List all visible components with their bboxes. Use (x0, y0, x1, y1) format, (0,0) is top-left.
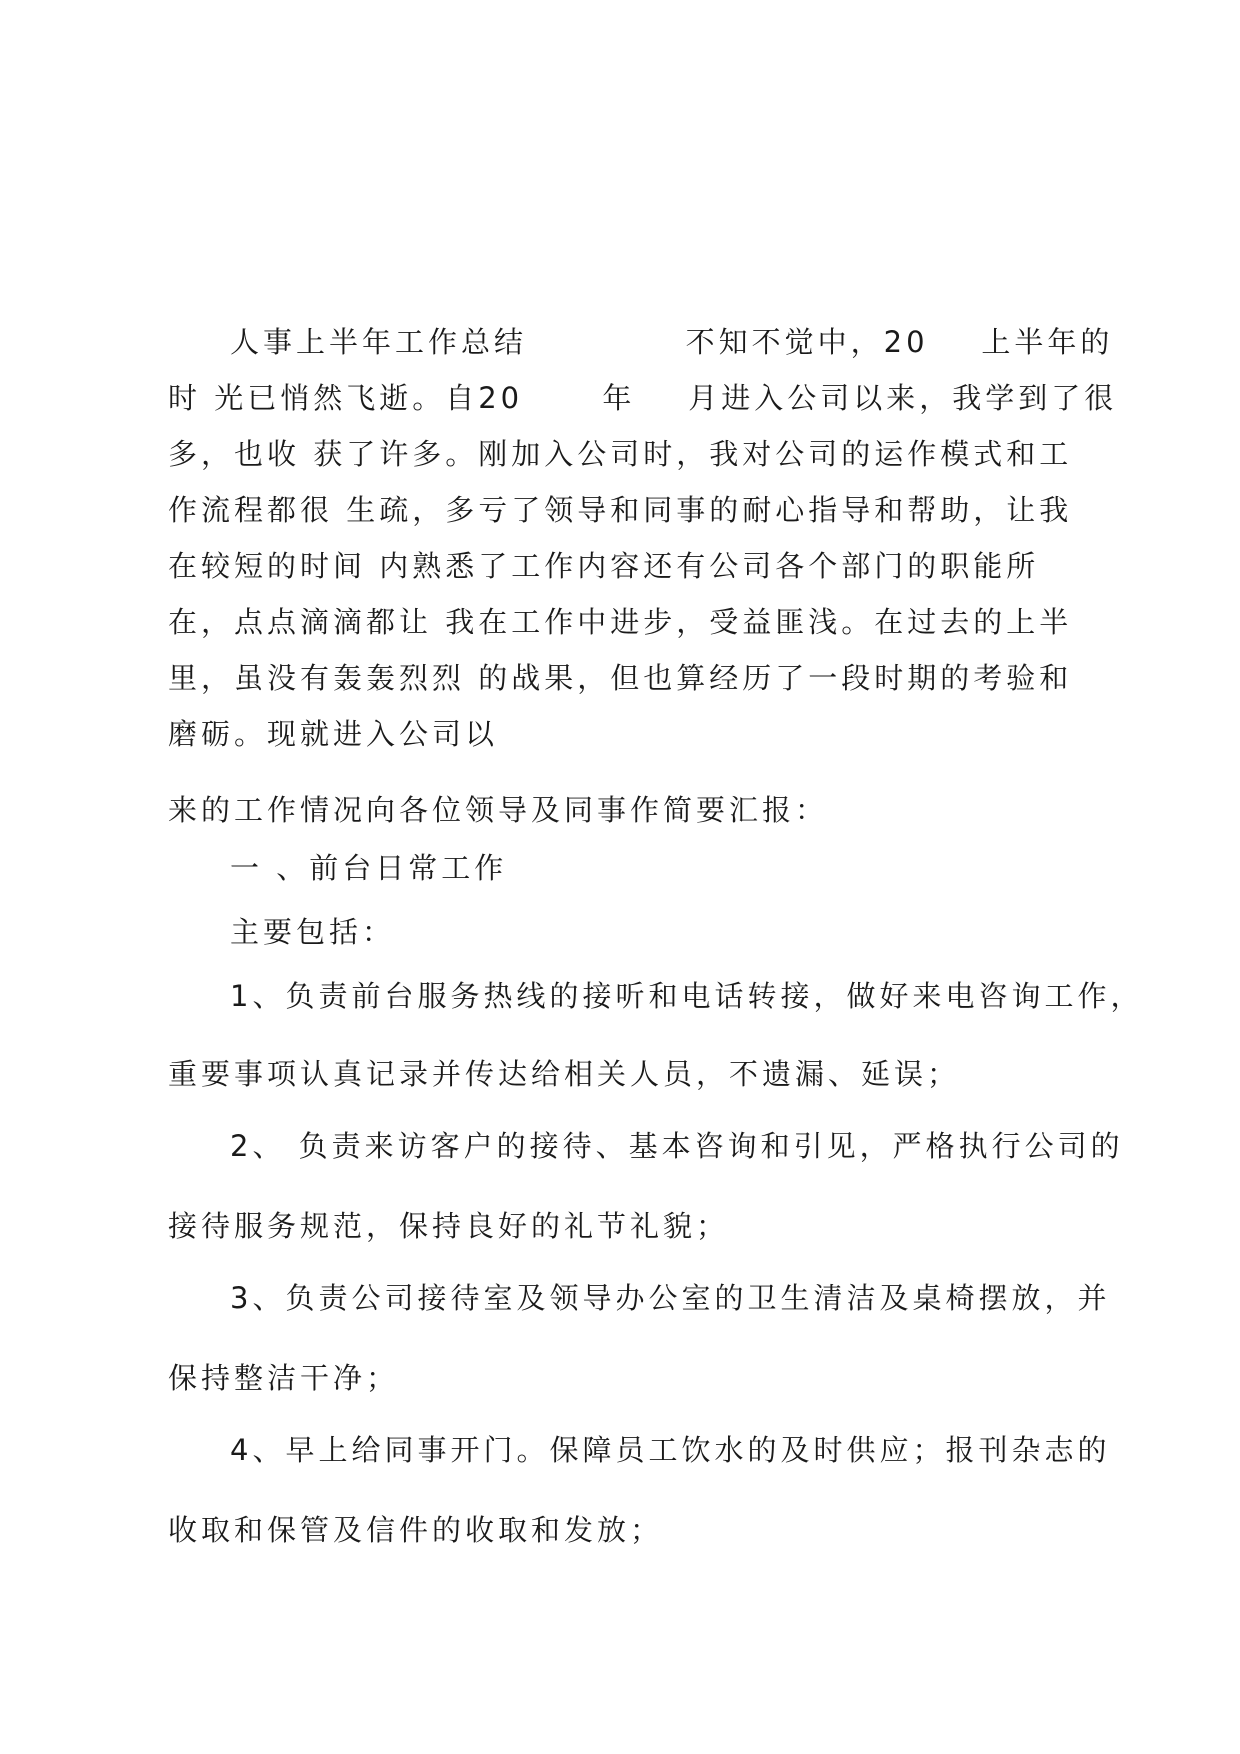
list-item-4: 4、早上给同事开门。保障员工饮水的及时供应；报刊杂志的 (230, 1433, 1111, 1467)
section-heading: 一 、前台日常工作 (230, 851, 508, 885)
paragraph-line: 主要包括： (230, 915, 396, 949)
list-item-1-continuation: 重要事项认真记录并传达给相关人员，不遗漏、延误； (168, 1057, 961, 1091)
list-item-2: 2、 负责来访客户的接待、基本咨询和引见，严格执行公司的 (230, 1129, 1124, 1163)
paragraph-line: 时 光已悄然飞逝。自20 年 月进入公司以来，我学到了很 (168, 381, 1118, 415)
list-item-4-continuation: 收取和保管及信件的收取和发放； (168, 1513, 664, 1547)
list-item-3-continuation: 保持整洁干净； (168, 1361, 400, 1395)
paragraph-line: 来的工作情况向各位领导及同事作简要汇报： (168, 793, 829, 827)
list-item-1: 1、负责前台服务热线的接听和电话转接，做好来电咨询工作， (230, 979, 1144, 1013)
paragraph-line: 多，也收 获了许多。刚加入公司时，我对公司的运作模式和工 (168, 437, 1073, 471)
paragraph-line: 在较短的时间 内熟悉了工作内容还有公司各个部门的职能所 (168, 549, 1040, 583)
list-item-2-continuation: 接待服务规范，保持良好的礼节礼貌； (168, 1209, 730, 1243)
paragraph-line: 作流程都很 生疏，多亏了领导和同事的耐心指导和帮助，让我 (168, 493, 1073, 527)
list-item-3: 3、负责公司接待室及领导办公室的卫生清洁及桌椅摆放，并 (230, 1281, 1111, 1315)
paragraph-line: 在，点点滴滴都让 我在工作中进步，受益匪浅。在过去的上半 (168, 605, 1073, 639)
paragraph-line: 磨砺。现就进入公司以 (168, 717, 499, 751)
paragraph-line: 里，虽没有轰轰烈烈 的战果，但也算经历了一段时期的考验和 (168, 661, 1073, 695)
title-line: 人事上半年工作总结 不知不觉中，20 上半年的 (230, 325, 1114, 359)
